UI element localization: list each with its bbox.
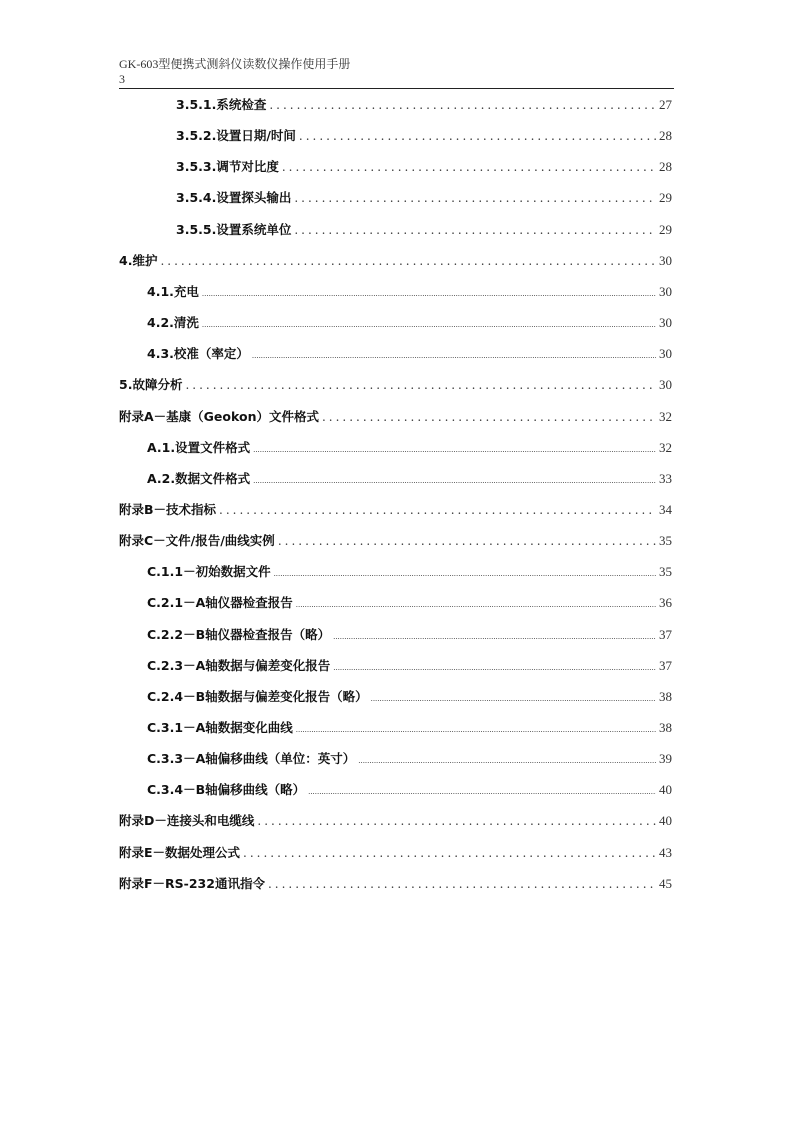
- toc-entry[interactable]: [119, 375, 672, 395]
- toc-entry[interactable]: [147, 718, 672, 738]
- toc-entry[interactable]: [176, 126, 672, 146]
- toc-entry-label: A.1.设置文件格式: [147, 439, 251, 455]
- toc-dot-leader: [269, 95, 656, 115]
- toc-entry-page: 30: [659, 283, 672, 299]
- toc-entry[interactable]: [119, 251, 672, 271]
- toc-entry-page: 32: [659, 408, 672, 424]
- toc-entry-label: C.3.1－A轴数据变化曲线: [147, 720, 293, 735]
- toc-entry[interactable]: [147, 780, 672, 800]
- toc-entry-page: 30: [659, 377, 672, 393]
- toc-entry-page: 38: [659, 688, 672, 704]
- toc-entry-label: 3.5.1.系统检查: [176, 97, 267, 112]
- toc-entry-label: 3.5.5.设置系统单位: [176, 221, 292, 237]
- toc-dot-leader: [322, 407, 656, 427]
- toc-entry-page: 37: [659, 657, 672, 673]
- toc-entry-page: 30: [659, 252, 672, 268]
- toc-entry[interactable]: [119, 874, 672, 894]
- toc-entry-page: 30: [659, 346, 672, 362]
- toc-entry-label: C.2.1－A轴仪器检查报告: [147, 595, 293, 611]
- toc-entry-page: 36: [659, 595, 672, 611]
- toc-entry-label: 5.故障分析: [119, 377, 183, 393]
- toc-entry[interactable]: [147, 438, 672, 458]
- toc-dot-leader: [202, 284, 656, 304]
- toc-entry-page: 28: [659, 159, 672, 175]
- toc-entry-page: 30: [659, 315, 672, 330]
- toc-dot-leader: [278, 531, 656, 551]
- toc-entry-label: C.1.1－初始数据文件: [147, 564, 271, 580]
- toc-dot-leader: [253, 471, 656, 491]
- toc-entry-page: 35: [659, 564, 672, 580]
- toc-entry-label: 附录D－连接头和电缆线: [119, 813, 255, 829]
- toc-dot-leader: [185, 375, 656, 395]
- toc-dot-leader: [268, 874, 656, 894]
- toc-entry[interactable]: [119, 531, 672, 551]
- toc-entry-label: 3.5.3.调节对比度: [176, 159, 279, 175]
- toc-dot-leader: [333, 658, 656, 678]
- toc-entry-label: 4.3.校准（率定）: [147, 346, 249, 362]
- toc-dot-leader: [274, 564, 656, 584]
- toc-entry-label: A.2.数据文件格式: [147, 470, 251, 486]
- toc-entry-label: C.2.2－B轴仪器检查报告（略）: [147, 626, 331, 642]
- toc-entry-label: 3.5.2.设置日期/时间: [176, 128, 296, 144]
- toc-dot-leader: [299, 126, 656, 146]
- toc-dot-leader: [371, 689, 656, 709]
- toc-entry-page: 29: [659, 221, 672, 237]
- toc-entry[interactable]: [147, 749, 672, 769]
- toc-dot-leader: [308, 782, 656, 802]
- toc-entry[interactable]: [147, 625, 672, 645]
- toc-entry-page: 45: [659, 875, 672, 891]
- toc-entry[interactable]: [147, 282, 672, 302]
- toc-entry-page: 32: [659, 439, 672, 455]
- toc-entry-page: 39: [659, 751, 672, 767]
- toc-entry-label: 4.维护: [119, 252, 158, 268]
- toc-entry[interactable]: [176, 220, 672, 240]
- toc-dot-leader: [243, 843, 656, 863]
- toc-entry-page: 35: [659, 533, 672, 549]
- toc-dot-leader: [202, 315, 656, 335]
- toc-entry[interactable]: [119, 843, 672, 863]
- toc-dot-leader: [257, 811, 656, 831]
- toc-entry-page: 37: [659, 626, 672, 642]
- toc-entry-label: 4.1.充电: [147, 283, 199, 299]
- toc-dot-leader: [253, 440, 656, 460]
- toc-entry[interactable]: [119, 811, 672, 831]
- document-title: GK-603型便携式测斜仪读数仪操作使用手册: [119, 57, 351, 71]
- toc-entry[interactable]: [119, 500, 672, 520]
- toc-entry-page: 34: [659, 501, 672, 517]
- page-number: 3: [119, 72, 125, 86]
- toc-entry[interactable]: [119, 407, 672, 427]
- toc-dot-leader: [160, 251, 656, 271]
- toc-entry-page: 43: [659, 844, 672, 860]
- toc-dot-leader: [219, 500, 656, 520]
- toc-entry[interactable]: [147, 656, 672, 676]
- toc-entry-label: 3.5.4.设置探头输出: [176, 190, 292, 206]
- toc-dot-leader: [282, 157, 656, 177]
- toc-entry[interactable]: [147, 313, 672, 333]
- toc-entry-page: 29: [659, 190, 672, 206]
- toc-entry-label: C.3.3－A轴偏移曲线（单位：英寸）: [147, 751, 356, 767]
- toc-entry-page: 27: [659, 97, 672, 112]
- toc-dot-leader: [294, 188, 656, 208]
- toc-entry[interactable]: [176, 157, 672, 177]
- toc-entry-label: C.3.4－B轴偏移曲线（略）: [147, 782, 306, 798]
- toc-dot-leader: [358, 751, 656, 771]
- toc-dot-leader: [294, 220, 656, 240]
- toc-entry-page: 40: [659, 782, 672, 798]
- toc-entry[interactable]: [147, 469, 672, 489]
- toc-entry[interactable]: [176, 95, 672, 115]
- toc-entry-label: 附录A－基康（Geokon）文件格式: [119, 408, 319, 424]
- toc-dot-leader: [252, 346, 656, 366]
- toc-entry-page: 28: [659, 128, 672, 144]
- toc-entry[interactable]: [176, 188, 672, 208]
- toc-entry-label: 附录C－文件/报告/曲线实例: [119, 533, 275, 549]
- toc-dot-leader: [296, 720, 656, 740]
- toc-entry-label: 4.2.清洗: [147, 315, 199, 330]
- toc-entry-page: 33: [659, 470, 672, 486]
- toc-dot-leader: [333, 627, 656, 647]
- toc-entry[interactable]: [147, 593, 672, 613]
- toc-entry-page: 40: [659, 813, 672, 829]
- toc-entry-label: 附录E－数据处理公式: [119, 844, 241, 860]
- toc-entry-label: C.2.4－B轴数据与偏差变化报告（略）: [147, 688, 368, 704]
- toc-entry-label: C.2.3－A轴数据与偏差变化报告: [147, 657, 331, 673]
- toc-entry[interactable]: [147, 562, 672, 582]
- toc-entry[interactable]: [147, 344, 672, 364]
- toc-entry-label: 附录B－技术指标: [119, 501, 217, 517]
- toc-dot-leader: [296, 595, 656, 615]
- toc-entry-label: 附录F－RS-232通讯指令: [119, 875, 265, 891]
- toc-entry[interactable]: [147, 687, 672, 707]
- toc-entry-page: 38: [659, 720, 672, 735]
